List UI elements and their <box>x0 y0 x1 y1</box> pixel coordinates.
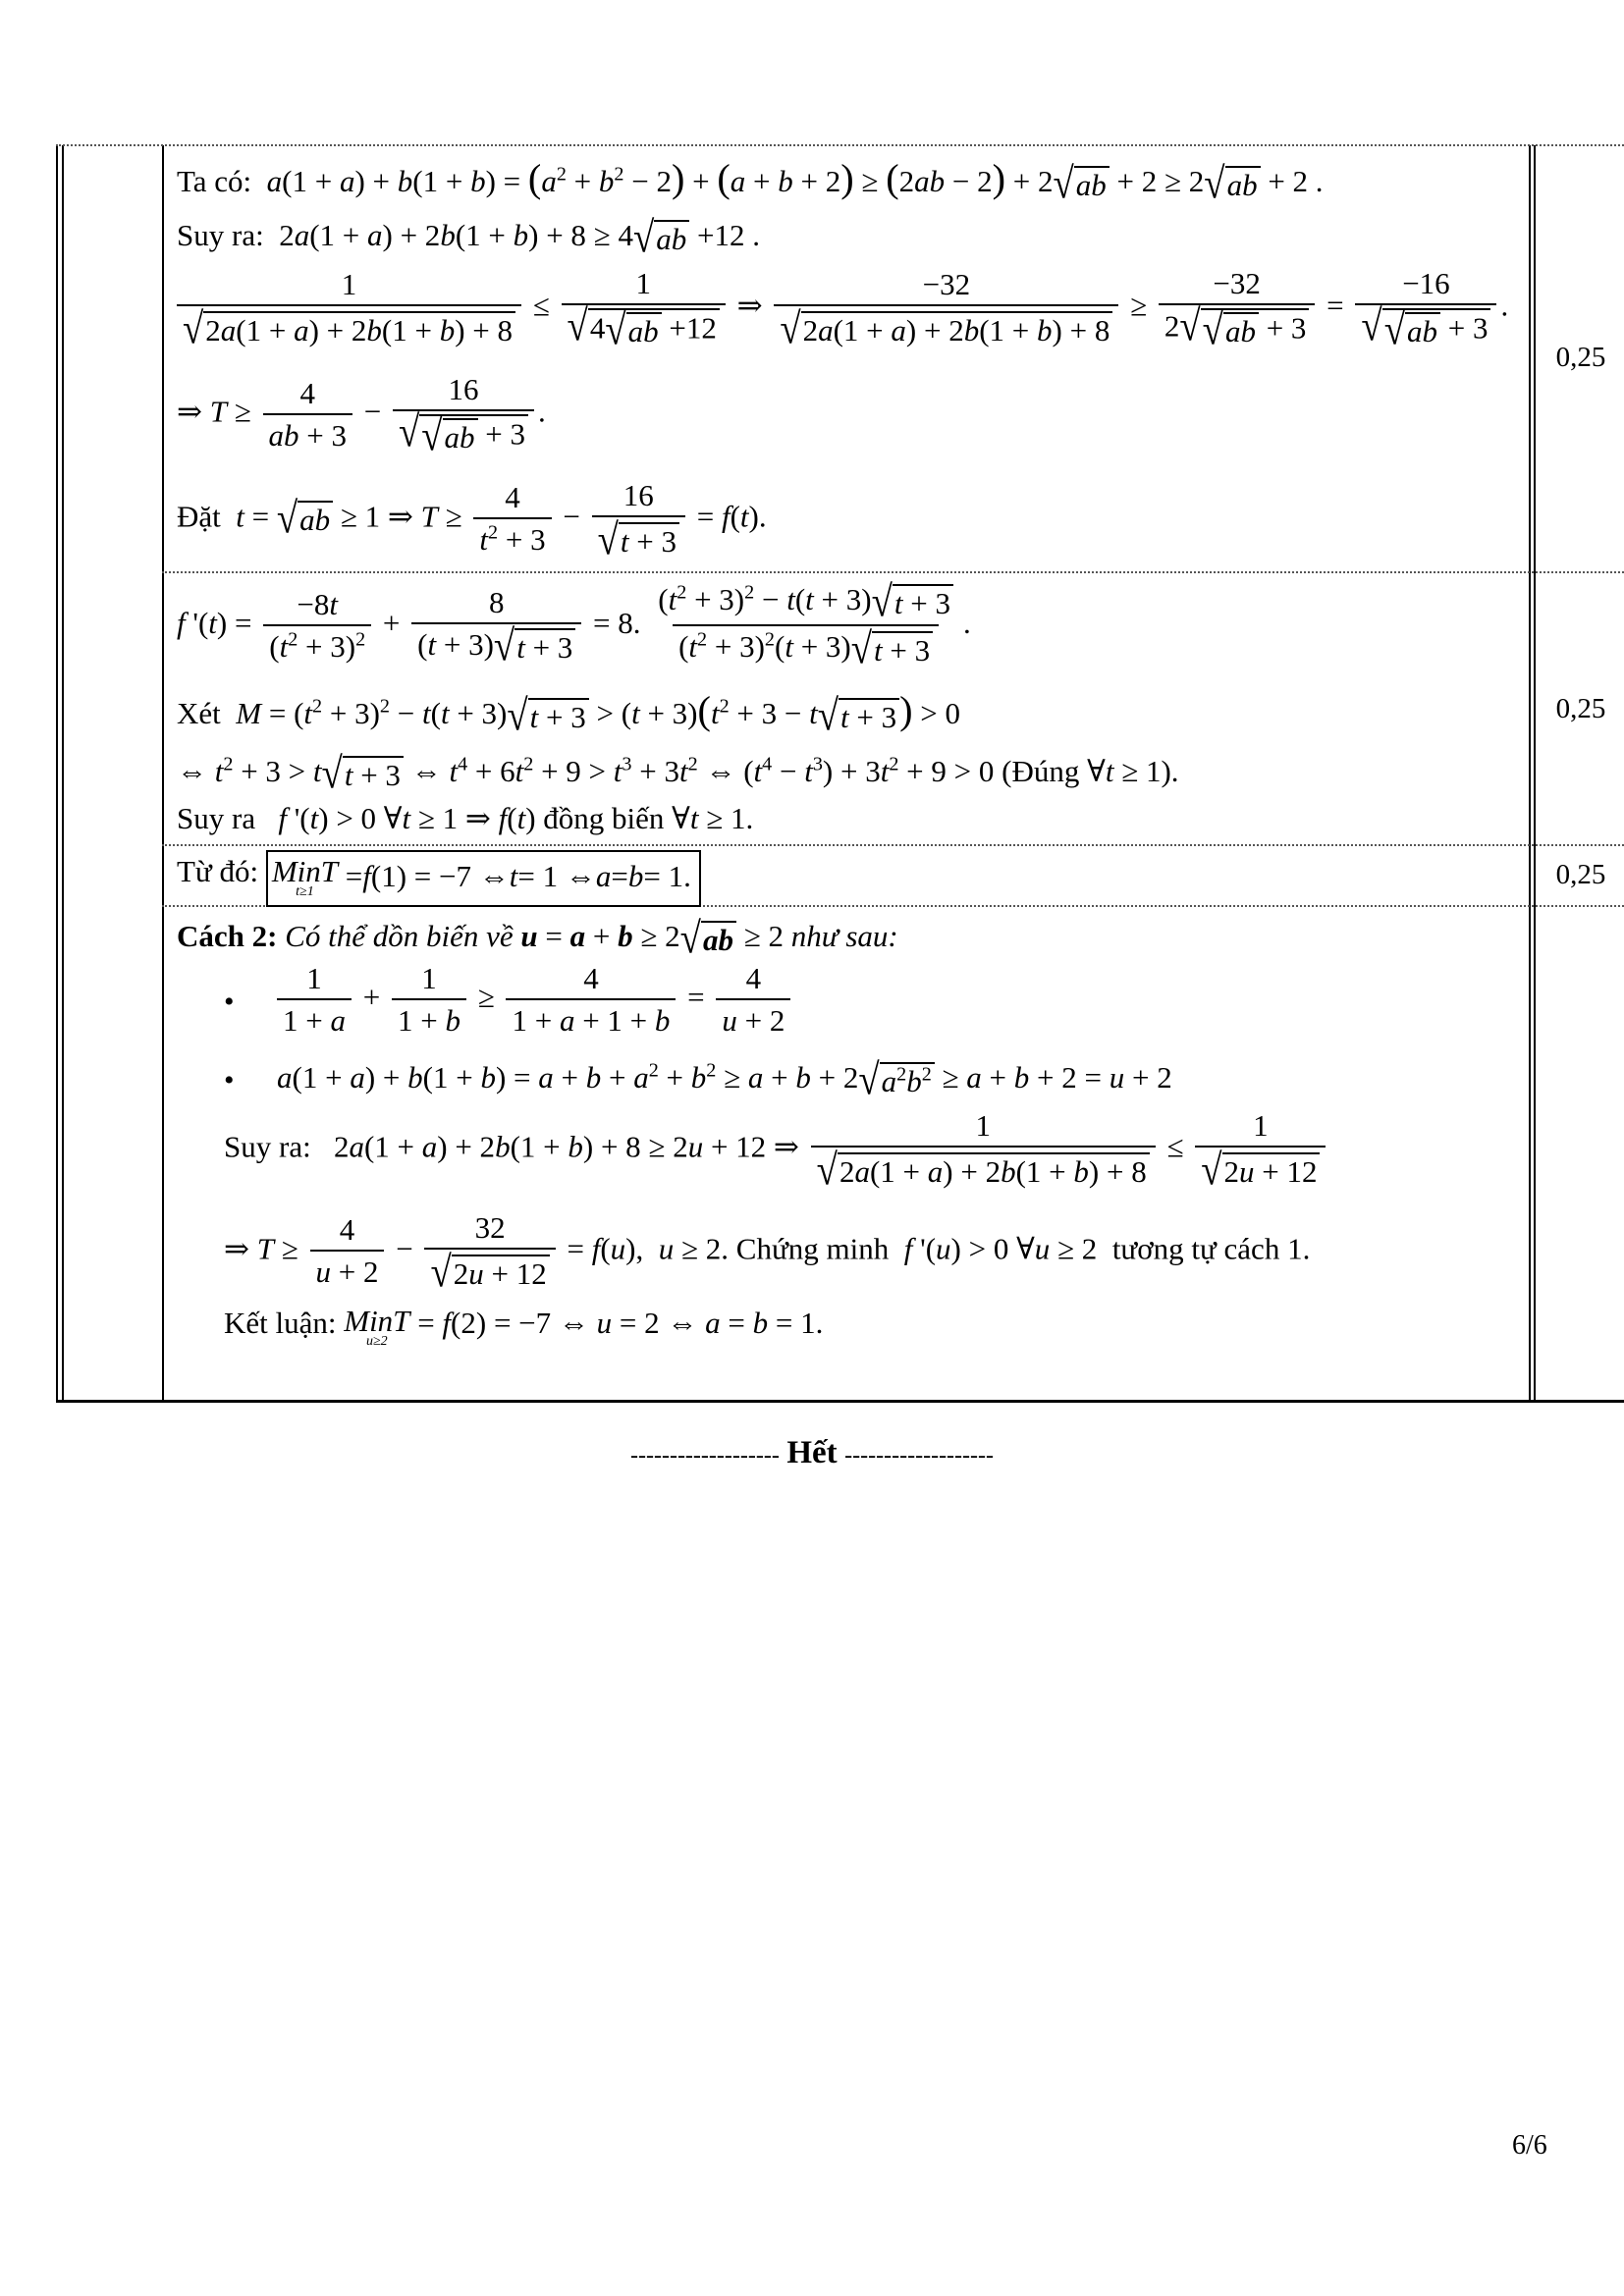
line-suy-ra-2: Suy ra f '(t) > 0 ∀t ≥ 1 ⇒ f(t) đồng biến ∀t ≥ 1. <box>177 801 754 835</box>
line-dat-t: Đặt t = √ ab ≥ 1 ⇒ T ≥ $\frac{4}{t^2 + 3}$ − 16 √ t + 3 = f(t). <box>177 478 767 564</box>
line-derivative: f '(t) = $\frac{-8t}{(t^2 + 3)^2}$ + 8 (t + 3) √ t + 3 = 8. $(t^2 + 3)^2 - t(t + 3)$ √ t + 3 $(t^2 + 3)^2(t + 3)$ √ t + 3 . <box>177 577 971 673</box>
line-equivalence: ⇔ $t^2 + 3 > t$ √ t + 3 ⇔ $t^4 + 6t^2 + 9 > t^3 + 3t^2$ ⇔ $(t^4 - t^3) + 3t^2 + 9 > 0$ (Đúng ∀t ≥ 1). <box>177 749 1179 798</box>
bullet-2: • <box>224 1064 235 1096</box>
line-bullet-1: $\frac{1}{1 + a}$ + $\frac{1}{1 + b}$ ≥ $\frac{4}{1 + a + 1 + b}$ = $\frac{4}{u + 2}$ <box>273 962 794 1039</box>
end-marker: ------------------- Hết ------------------- <box>629 1435 995 1470</box>
line-T-bound: ⇒ T ≥ $\frac{4}{ab + 3}$ − 16 √ √ ab + 3 . <box>177 372 546 461</box>
line-bullet-2: $a(1 + a) + b(1 + b) = a + b + a^2 + b^2 \ge a + b + 2$ √ $a^2b^2$ ≥ a + b + 2 = u + 2 <box>277 1055 1172 1104</box>
line-xet-M: Xét $M = (t^2 + 3)^2 - t(t + 3)$ √ t + 3 > $(t + 3)(t^2 + 3 - t$ √ t + 3 ) > 0 <box>177 688 961 740</box>
score-3: 0,25 <box>1555 859 1606 890</box>
line-cach-2: Cách 2: Có thể dồn biến về u = a + b ≥ 2 √ ab ≥ 2 như sau: <box>177 914 898 963</box>
line-suy-ra-3: Suy ra: 2a(1 + a) + 2b(1 + b) + 8 ≥ 2u + 12 ⇒ 1 √ 2a(1 + a) + 2b(1 + b) + 8 ≤ 1 √ 2u + 12 <box>224 1109 1329 1190</box>
line-ta-co: Ta có: $a(1 + a) + b(1 + b) = (a^2 + b^2 - 2) + (a + b + 2) \ge (2ab - 2) + 2$ √ ab + 2 ≥ 2 √ ab + 2 . <box>177 156 1324 208</box>
line-fraction-chain: 1 √ 2a(1 + a) + 2b(1 + b) + 8 ≤ 1 √ 4 √ ab +12 ⇒ −32 √ 2a(1 + a) + 2b(1 + b) + 8 ≥ −32 2 √ √ ab + 3 = −16 √ √ ab + 3 . <box>173 267 1508 350</box>
line-tu-do: Từ đó: MinT t≥1 = f (1) = −7 ⇔ t = 1 ⇔ a = b = 1. <box>177 850 701 907</box>
page-number: 6/6 <box>1512 2130 1547 2161</box>
bullet-1: • <box>224 986 235 1018</box>
score-1: 0,25 <box>1555 342 1606 373</box>
score-2: 0,25 <box>1555 693 1606 724</box>
line-T-fu: ⇒ T ≥ $\frac{4}{u + 2}$ − 32 √ 2u + 12 = f(u), u ≥ 2. Chứng minh f '(u) > 0 ∀u ≥ 2 tương tự cách 1. <box>224 1210 1311 1297</box>
line-ket-luan: Kết luận: MinT u≥2 = f(2) = −7 ⇔ u = 2 ⇔ a = b = 1. <box>224 1304 824 1349</box>
line-suy-ra-1: Suy ra: 2a(1 + a) + 2b(1 + b) + 8 ≥ 4 √ ab +12 . <box>177 213 760 262</box>
boxed-result: MinT t≥1 = f (1) = −7 ⇔ t = 1 ⇔ a = b = 1. <box>266 850 701 907</box>
